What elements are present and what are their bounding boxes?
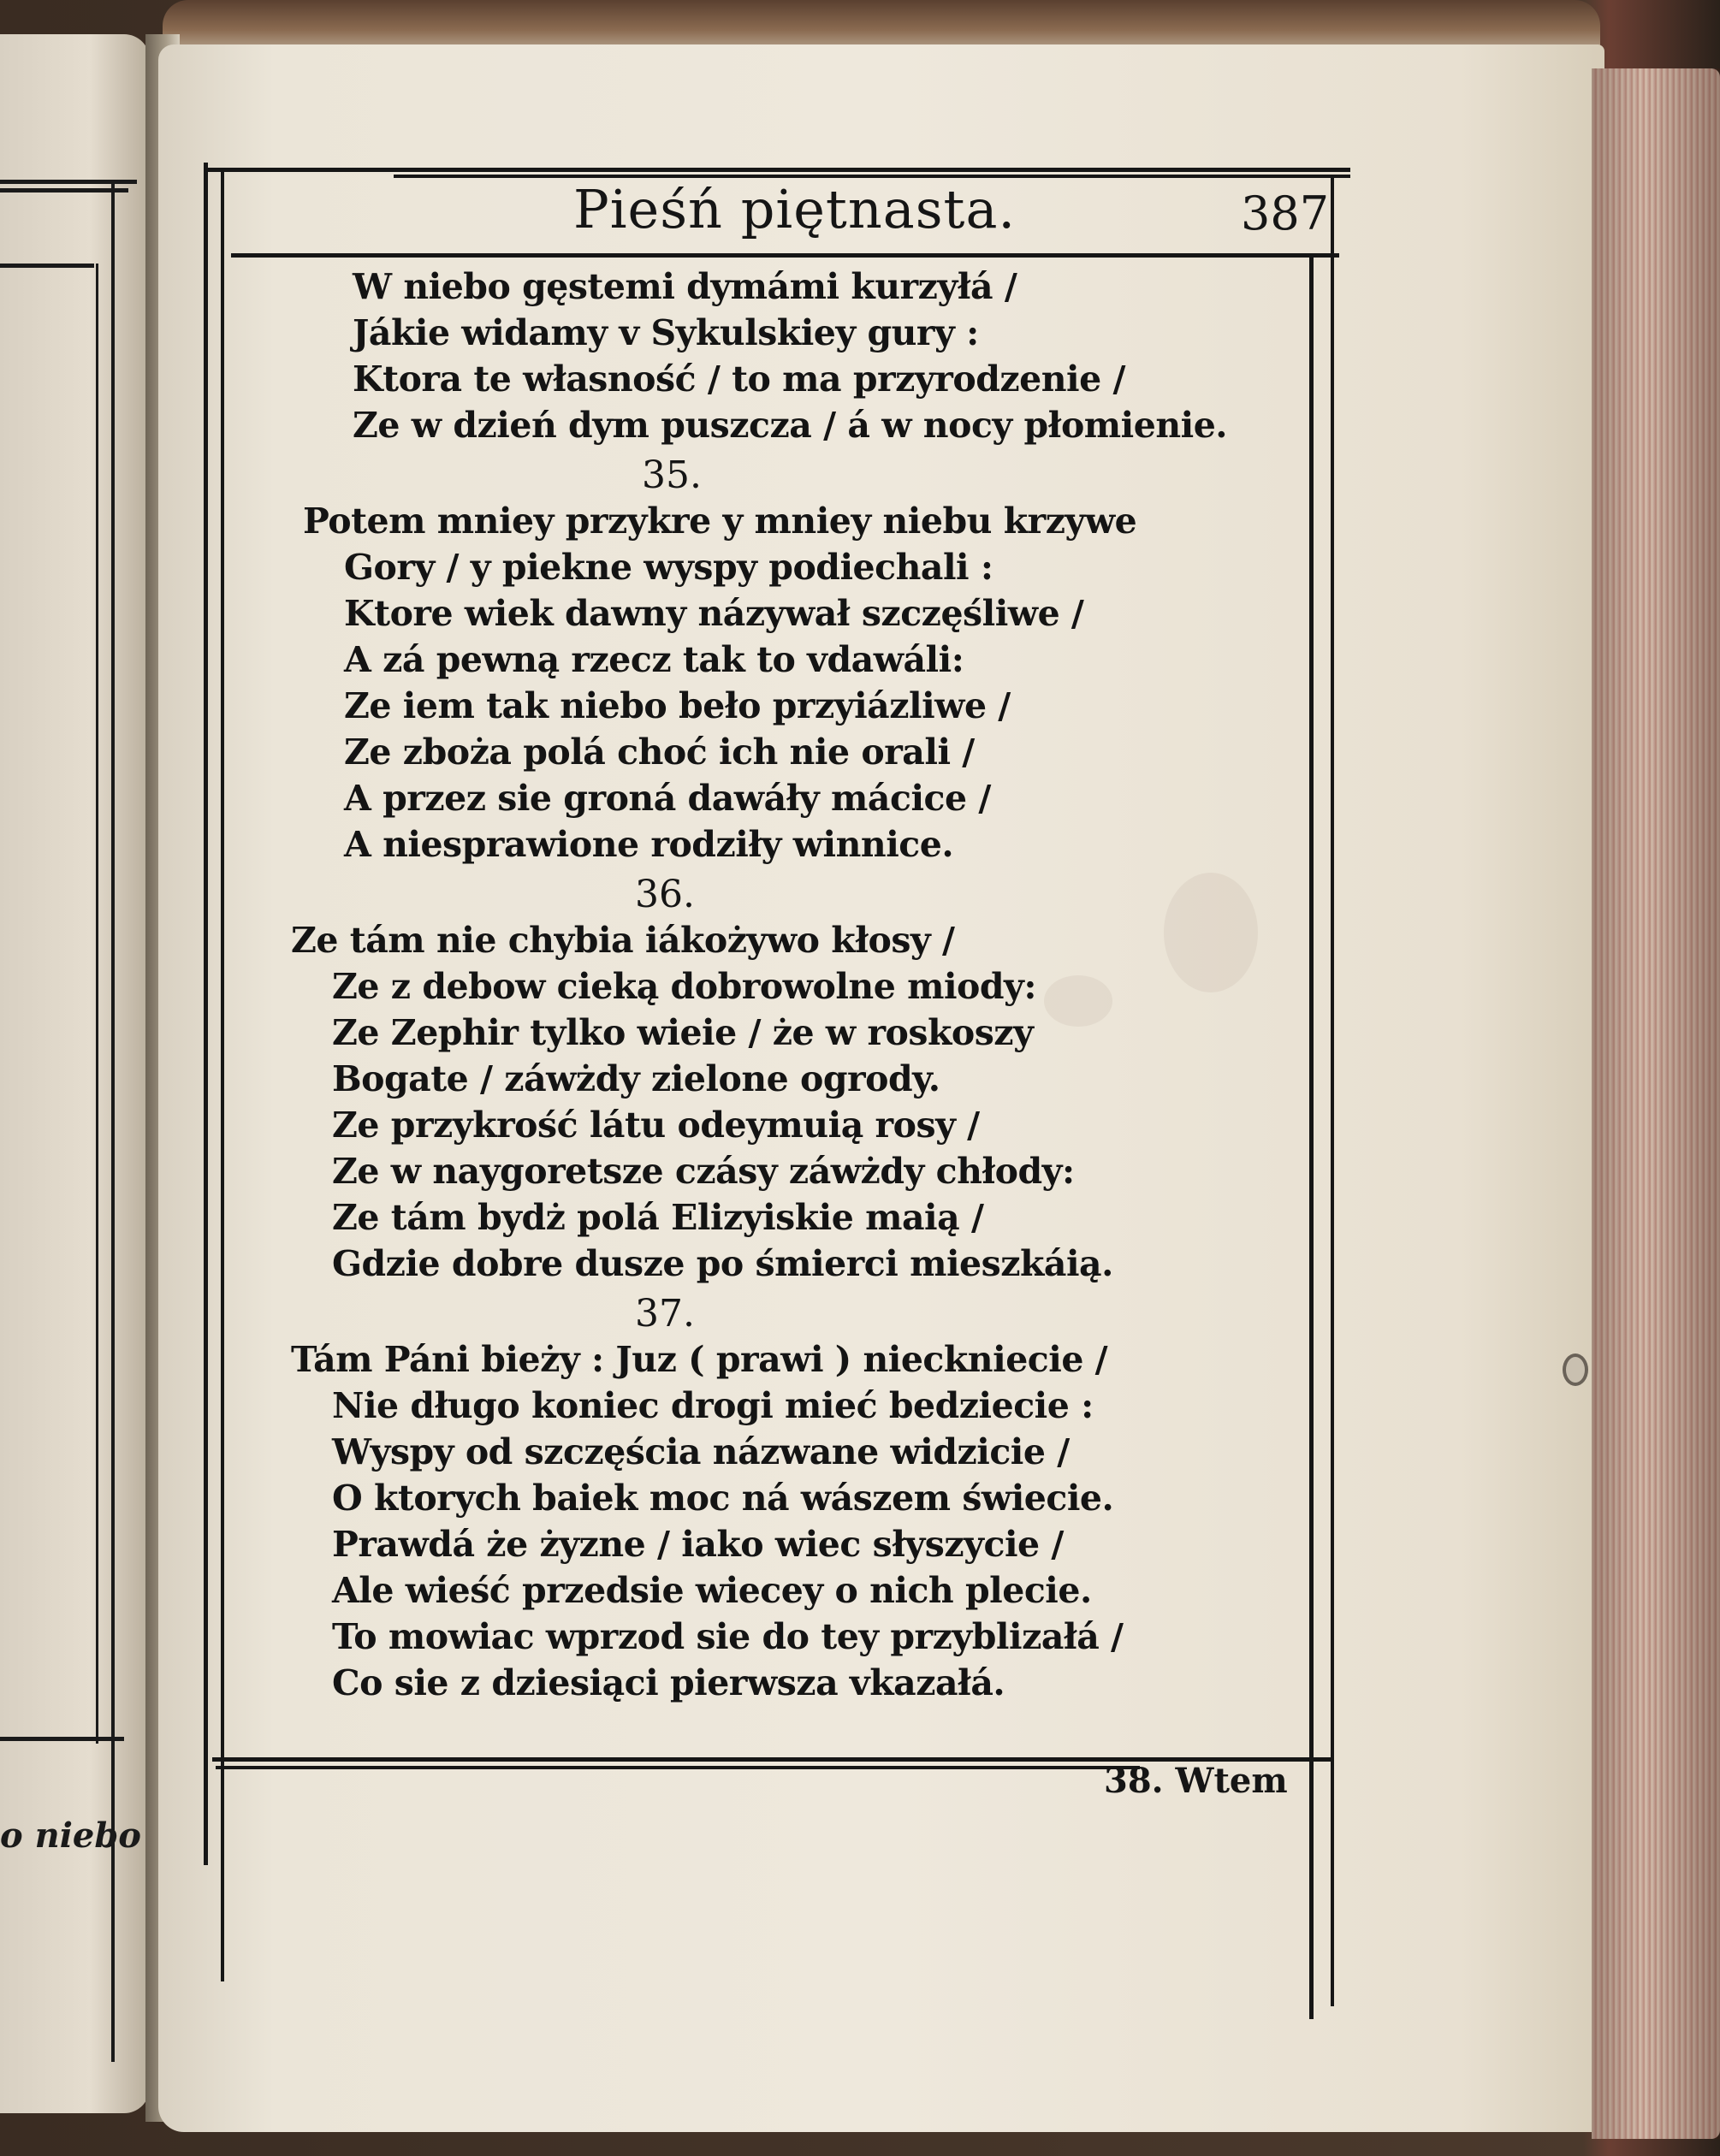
verse-line: Co sie z dziesiąci pierwsza vkazałá. <box>332 1662 1005 1703</box>
left-page-vrule-inner <box>96 264 98 1744</box>
verse-line: Prawdá że żyzne / iako wiec słyszycie / <box>332 1524 1064 1565</box>
catchword: 38. Wtem <box>1104 1761 1288 1801</box>
verse-line: To mowiac wprzod sie do tey przyblizałá / <box>332 1616 1124 1657</box>
clasp-ring <box>1563 1353 1588 1386</box>
frame-rule-right-outer <box>1331 175 1334 2006</box>
frame-rule-top <box>204 168 1350 172</box>
verse-line: Ze iem tak niebo beło przyiázliwe / <box>344 685 1011 726</box>
left-page-rule-top-2 <box>0 188 128 192</box>
frame-rule-left-outer <box>204 163 208 1865</box>
paper-stain <box>1044 975 1112 1027</box>
verse-line: Ale wieść przedsie wiecey o nich plecie. <box>332 1570 1092 1611</box>
verse-line: Gory / y piekne wyspy podiechali : <box>344 547 993 588</box>
fore-edge-shade <box>1592 68 1720 2139</box>
verse-line: Jákie widamy v Sykulskiey gury : <box>353 312 979 353</box>
verse-line: Tám Páni bieży : Juz ( prawi ) nieckniecie / <box>291 1339 1108 1380</box>
verse-line: Ze Zephir tylko wieie / że w roskoszy <box>332 1012 1034 1053</box>
page-number: 387 <box>1241 187 1330 240</box>
verse-line: Ktora te własność / to ma przyrodzenie / <box>353 358 1125 400</box>
stanza-number: 36. <box>635 873 695 916</box>
verse-line: A niesprawione rodziły winnice. <box>344 824 954 865</box>
paper-stain <box>1164 873 1258 992</box>
frame-rule-bottom-inner <box>216 1766 1140 1769</box>
verse-line: W niebo gęstemi dymámi kurzyłá / <box>353 266 1017 307</box>
frame-rule-right-inner <box>1309 257 1314 2019</box>
left-page <box>0 34 150 2113</box>
stanza-number: 37. <box>635 1292 695 1336</box>
verse-line: A zá pewną rzecz tak to vdawáli: <box>344 639 964 680</box>
verse-line: Ze tám nie chybia iákożywo kłosy / <box>291 920 955 961</box>
verse-line: Nie długo koniec drogi mieć bedziecie : <box>332 1385 1094 1426</box>
left-page-rule-header <box>0 264 94 268</box>
left-page-rule-top <box>0 180 137 184</box>
verse-line: O ktorych baiek moc ná wászem świecie. <box>332 1478 1114 1519</box>
left-page-rule-bottom <box>0 1737 124 1741</box>
verse-line: Bogate / záwżdy zielone ogrody. <box>332 1058 940 1099</box>
verse-line: Ze przykrość látu odeymuią rosy / <box>332 1105 980 1146</box>
verse-line: Wyspy od szczęścia názwane widzicie / <box>332 1431 1070 1472</box>
verse-line: Ze z debow cieką dobrowolne miody: <box>332 966 1036 1007</box>
left-page-catchword: o niebo <box>0 1815 141 1856</box>
stanza-number: 35. <box>642 453 702 497</box>
verse-line: Ze zboża polá choć ich nie orali / <box>344 732 975 773</box>
verse-line: Ze tám bydż polá Elizyiskie maią / <box>332 1197 984 1238</box>
verse-line: A przez sie groná dawáły mácice / <box>344 778 991 819</box>
left-page-vrule <box>111 180 115 2062</box>
verse-line: Gdzie dobre dusze po śmierci mieszkáią. <box>332 1243 1113 1284</box>
verse-line: Ktore wiek dawny názywał szczęśliwe / <box>344 593 1084 634</box>
verse-line: Potem mniey przykre y mniey niebu krzywe <box>303 500 1137 542</box>
frame-rule-left-inner <box>221 168 224 1981</box>
verse-line: Ze w naygoretsze czásy záwżdy chłody: <box>332 1151 1075 1192</box>
frame-rule-header <box>231 253 1339 258</box>
page-title: Pieśń piętnasta. <box>573 178 1017 240</box>
verse-line: Ze w dzień dym puszcza / á w nocy płomienie. <box>353 405 1228 446</box>
